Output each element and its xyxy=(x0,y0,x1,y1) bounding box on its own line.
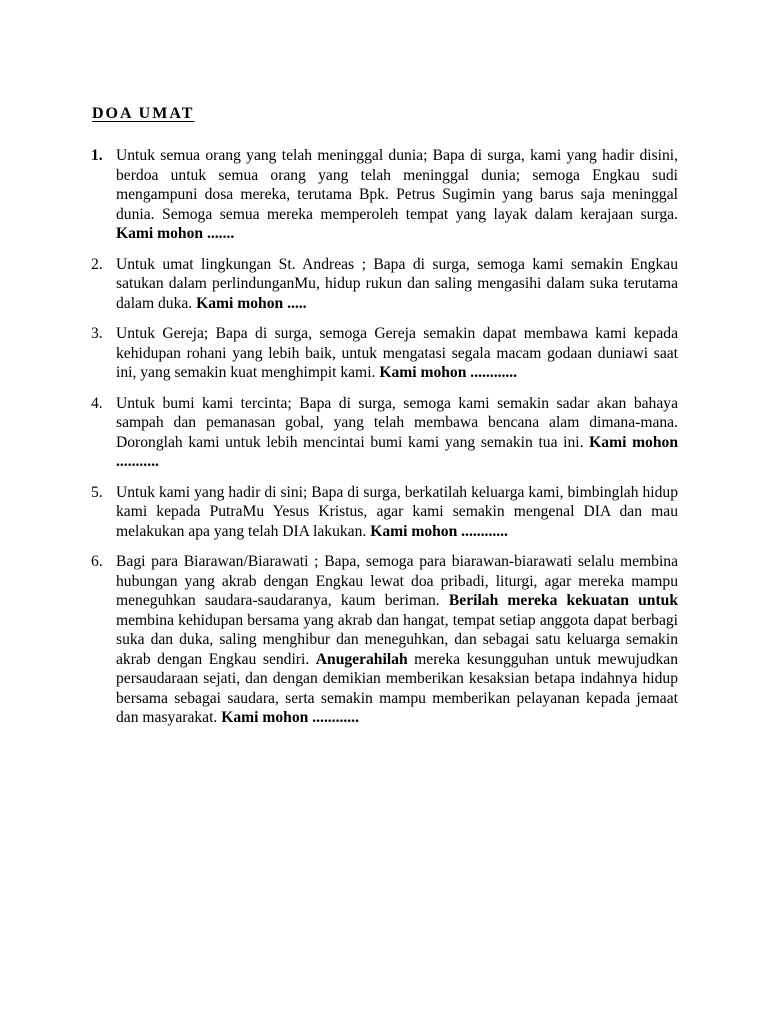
response-text: Kami mohon ............ xyxy=(370,522,508,540)
prayer-item-4 xyxy=(88,394,678,472)
response-text: Kami mohon ....... xyxy=(116,225,235,242)
item-text: Untuk Gereja; Bapa di surga, semoga Gereja semakin dapat membawa kami kepada kehidupan rohani yang lebih baik, untuk mengatasi segala macam godaan duniawi saat ini, yang semakin kuat menghimpit kami. xyxy=(116,325,678,381)
item-text: Untuk kami yang hadir di sini; Bapa di surga, berkatilah keluarga kami, bimbinglah hidup kami kepada PutraMu Yesus Kristus, agar kami semakin mengenal DIA dan mau melakukan apa yang telah DIA lakukan. xyxy=(116,483,678,540)
prayer-item-2 xyxy=(88,255,678,314)
response-text: Kami mohon ........... xyxy=(116,433,679,470)
emphasis-text: Anugerahilah xyxy=(315,650,408,668)
item-number: 2. xyxy=(91,255,103,273)
response-text: Kami mohon ..... xyxy=(196,294,307,312)
item-text: Untuk umat lingkungan St. Andreas ; Bapa di surga, semoga kami semakin Engkau satukan dalam perlindunganMu, hidup rukun dan saling mengasihi dalam suka terutama dalam duka. xyxy=(116,255,678,312)
document-title: DOA UMAT xyxy=(92,105,195,122)
item-number: 4. xyxy=(91,394,103,412)
prayer-list xyxy=(88,146,678,739)
item-text: Untuk semua orang yang telah meninggal dunia; Bapa di surga, kami yang hadir disini, berdoa untuk semua orang yang telah meninggal dunia; semoga Engkau sudi mengampuni dosa mereka, terutama Bpk. Petrus Sugimin yang barus saja meninggal dunia. Semoga semua mereka memperoleh tempat yang layak dalam kerajaan surga. xyxy=(116,147,678,223)
response-text: Kami mohon ............ xyxy=(379,364,518,381)
response-text: Kami mohon ............ xyxy=(221,709,359,726)
item-number: 5. xyxy=(91,483,103,501)
prayer-item-6 xyxy=(88,552,678,728)
emphasis-text: Berilah mereka kekuatan untuk xyxy=(448,592,679,609)
prayer-item-1 xyxy=(88,146,678,244)
item-number: 1. xyxy=(91,147,103,164)
item-text: mereka kesungguhan untuk mewujudkan persaudaraan sejati, dan dengan demikian memberikan kesaksian betapa indahnya hidup bersama sebagai saudara, serta semakin mampu memberikan pelayanan kepada jemaat dan masyarakat. xyxy=(116,650,678,726)
prayer-item-5 xyxy=(88,483,678,542)
prayer-item-3 xyxy=(88,324,678,383)
item-text: membina kehidupan bersama yang akrab dan hangat, tempat setiap anggota dapat berbagi suka dan duka, saling menghibur dan meneguhkan, dan sebagai satu keluarga semakin akrab dengan Engkau sendiri. xyxy=(116,611,678,668)
item-text: Untuk bumi kami tercinta; Bapa di surga, semoga kami semakin sadar akan bahaya sampah dan pemanasan gobal, yang telah membawa bencana alam dimana-mana. Doronglah kami untuk lebih mencintai bumi kami yang semakin tua ini. xyxy=(116,394,678,451)
item-number: 6. xyxy=(91,553,103,570)
item-number: 3. xyxy=(91,325,103,342)
item-text: Bagi para Biarawan/Biarawati ; Bapa, semoga para biarawan-biarawati selalu membina hubungan yang akrab dengan Engkau lewat doa pribadi, liturgi, agar mereka mampu meneguhkan saudara-saudaranya, kaum beriman. xyxy=(116,553,678,609)
